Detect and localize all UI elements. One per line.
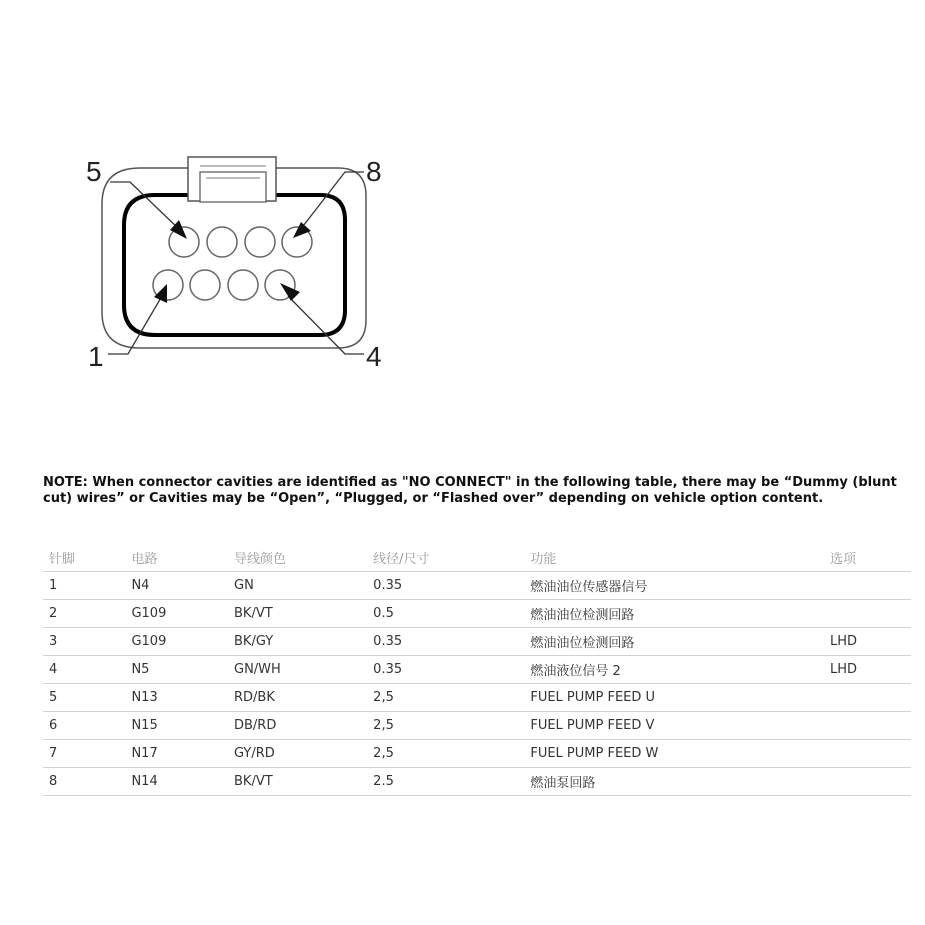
connector-latch [188, 157, 276, 202]
cell-pin: 3 [43, 628, 125, 656]
table-row [43, 628, 911, 656]
cell-wire-color: DB/RD [228, 712, 367, 740]
table-row [43, 600, 911, 628]
cell-function: FUEL PUMP FEED W [524, 740, 824, 768]
cell-wire-size: 2,5 [367, 712, 524, 740]
cell-circuit: G109 [125, 628, 228, 656]
pin-label-1: 1 [88, 341, 104, 372]
cell-circuit: N4 [125, 572, 228, 600]
cell-function: 燃油油位检测回路 [524, 600, 824, 628]
table-row [43, 712, 911, 740]
cell-function: 燃油油位检测回路 [524, 628, 824, 656]
pin-label-5: 5 [86, 156, 102, 187]
table-row [43, 572, 911, 600]
cell-circuit: G109 [125, 600, 228, 628]
cell-circuit: N5 [125, 656, 228, 684]
table-row [43, 740, 911, 768]
cell-wire-size: 0.5 [367, 600, 524, 628]
header-wire-color: 导线颜色 [228, 543, 367, 572]
cell-wire-size: 0.35 [367, 628, 524, 656]
cell-option [824, 600, 911, 628]
cavity-6 [207, 227, 237, 257]
cell-function: FUEL PUMP FEED V [524, 712, 824, 740]
header-option: 选项 [824, 543, 911, 572]
cell-wire-color: GY/RD [228, 740, 367, 768]
cell-circuit: N14 [125, 768, 228, 796]
table-header-row [43, 543, 911, 572]
cell-circuit: N17 [125, 740, 228, 768]
cell-wire-size: 0.35 [367, 572, 524, 600]
cell-wire-size: 2.5 [367, 768, 524, 796]
table-row [43, 684, 911, 712]
cell-wire-color: BK/VT [228, 768, 367, 796]
cell-option [824, 572, 911, 600]
cell-wire-size: 2,5 [367, 684, 524, 712]
cell-wire-color: BK/VT [228, 600, 367, 628]
cell-circuit: N13 [125, 684, 228, 712]
cell-wire-color: GN [228, 572, 367, 600]
header-function: 功能 [524, 543, 824, 572]
cell-option [824, 712, 911, 740]
cell-wire-color: GN/WH [228, 656, 367, 684]
cell-option: LHD [824, 656, 911, 684]
cell-pin: 2 [43, 600, 125, 628]
pinout-table [43, 543, 911, 796]
cell-option [824, 768, 911, 796]
cell-option [824, 684, 911, 712]
cell-wire-color: RD/BK [228, 684, 367, 712]
cell-pin: 4 [43, 656, 125, 684]
cell-option: LHD [824, 628, 911, 656]
cell-pin: 8 [43, 768, 125, 796]
cell-circuit: N15 [125, 712, 228, 740]
cell-wire-color: BK/GY [228, 628, 367, 656]
cell-pin: 1 [43, 572, 125, 600]
cell-wire-size: 0.35 [367, 656, 524, 684]
table-row [43, 768, 911, 796]
header-pin: 针脚 [43, 543, 125, 572]
cavity-3 [228, 270, 258, 300]
table-row [43, 656, 911, 684]
cell-pin: 6 [43, 712, 125, 740]
cell-wire-size: 2,5 [367, 740, 524, 768]
header-wire-size: 线径/尺寸 [367, 543, 524, 572]
cell-pin: 5 [43, 684, 125, 712]
connector-inner-face [124, 195, 345, 335]
pin-label-4: 4 [366, 341, 382, 372]
cell-pin: 7 [43, 740, 125, 768]
cell-option [824, 740, 911, 768]
cell-function: 燃油液位信号 2 [524, 656, 824, 684]
note-text: NOTE: When connector cavities are identified as "NO CONNECT" in the following table, there may be “Dummy (blunt cut) wires” or Cavities may be “Open”, “Plugged, or “Flashed over” depending on vehicle option content. [43, 475, 897, 506]
cell-function: 燃油油位传感器信号 [524, 572, 824, 600]
cell-function: 燃油泵回路 [524, 768, 824, 796]
header-circuit: 电路 [125, 543, 228, 572]
pin-label-8: 8 [366, 156, 382, 187]
cavity-7 [245, 227, 275, 257]
cavity-2 [190, 270, 220, 300]
cell-function: FUEL PUMP FEED U [524, 684, 824, 712]
